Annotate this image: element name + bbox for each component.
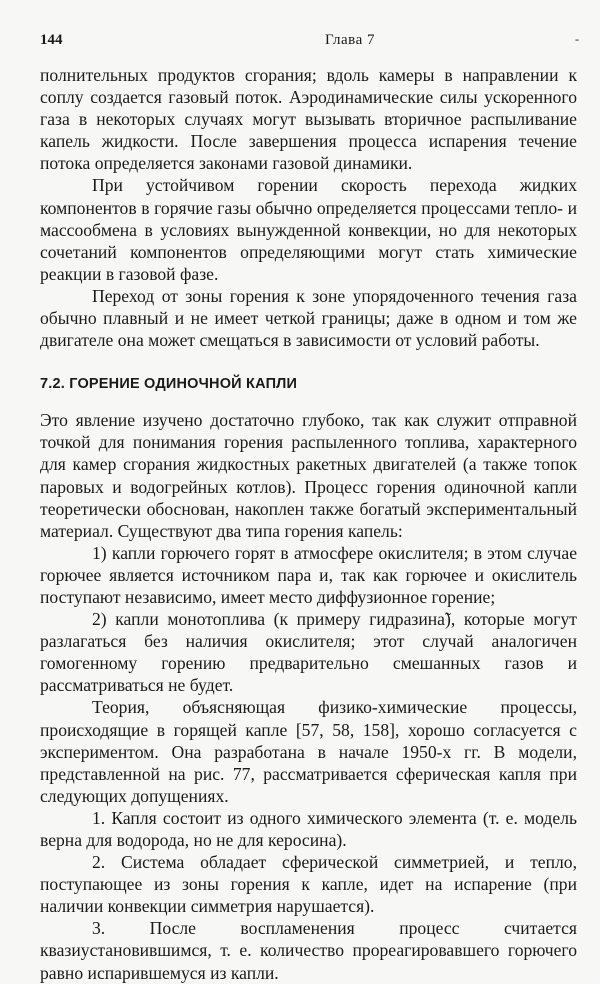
chapter-title: Глава 7 bbox=[325, 32, 375, 48]
list-item: 2. Система обладает сферической симметрией, и тепло, поступающее из зоны горения к капле, идет на испарение (при наличии конвекции симметрия нарушается). bbox=[40, 852, 577, 917]
paragraph: Переход от зоны горения к зоне упорядоченного течения газа обычно плавный и не имеет четкой границы; даже в одном и том же двигателе она может смещаться в зависимости от условий работы. bbox=[40, 285, 577, 351]
page-number: 144 bbox=[40, 32, 63, 48]
paragraph: При устойчивом горении скорость перехода жидких компонентов в горячие газы обычно определяется процессами тепло- и массообмена в условиях вынужденной конвекции, но для некоторых сочетаний компонентов определяющими могут стать химические реакции в газовой фазе. bbox=[40, 175, 577, 284]
section-body bbox=[40, 409, 577, 983]
list-item: 2) капли монотоплива (к примеру гидразина̃), которые могут разлагаться без наличия окислителя; этот случай аналогичен гомогенному горению предварительно смешанных газов и рассматриваться не будет. bbox=[40, 609, 577, 696]
section-heading: 7.2. ГОРЕНИЕ ОДИНОЧНОЙ КАПЛИ bbox=[40, 376, 298, 393]
list-item: 1. Капля состоит из одного химического элемента (т. е. модель верна для водорода, но не для керосина). bbox=[40, 807, 577, 850]
paragraph: полнительных продуктов сгорания; вдоль камеры в направлении к соплу создается газовый поток. Аэродинамические силы ускоренного газа в некоторых случаях могут вызывать вторичное распыливание капель жидкости. После завершения процесса испарения течение потока определяется законами газовой динамики. bbox=[40, 65, 577, 174]
page-body bbox=[40, 64, 577, 984]
paragraph: Это явление изучено достаточно глубоко, так как служит отправной точкой для понимания горения распыленного топлива, характерного для камер сгорания жидкостных ракетных двигателей (а также топок паровых и водогрейных котлов). Процесс горения одиночной капли теоретически обоснован, накоплен также богатый экспериментальный материал. Существуют два типа горения капель: bbox=[40, 410, 577, 541]
paragraph: Теория, объясняющая физико-химические процессы, происходящие в горящей капле [57, 58, 158], хорошо согласуется с экспериментом. Она разработана в начале 1950-х гг. В модели, представленной на рис. 77, рассматривается сферическая капля при следующих допущениях. bbox=[40, 697, 577, 806]
running-header bbox=[40, 32, 579, 54]
header-mark: - bbox=[575, 32, 579, 46]
list-item: 3. После воспламенения процесс считается квазиустановившимся, т. е. количество прореагировавшего горючего равно испарившемуся из капли. bbox=[40, 918, 577, 983]
list-item: 1) капли горючего горят в атмосфере окислителя; в этом случае горючее является источником пара и, так как горючее и окислитель поступают независимо, имеет место диффузионное горение; bbox=[40, 542, 577, 607]
